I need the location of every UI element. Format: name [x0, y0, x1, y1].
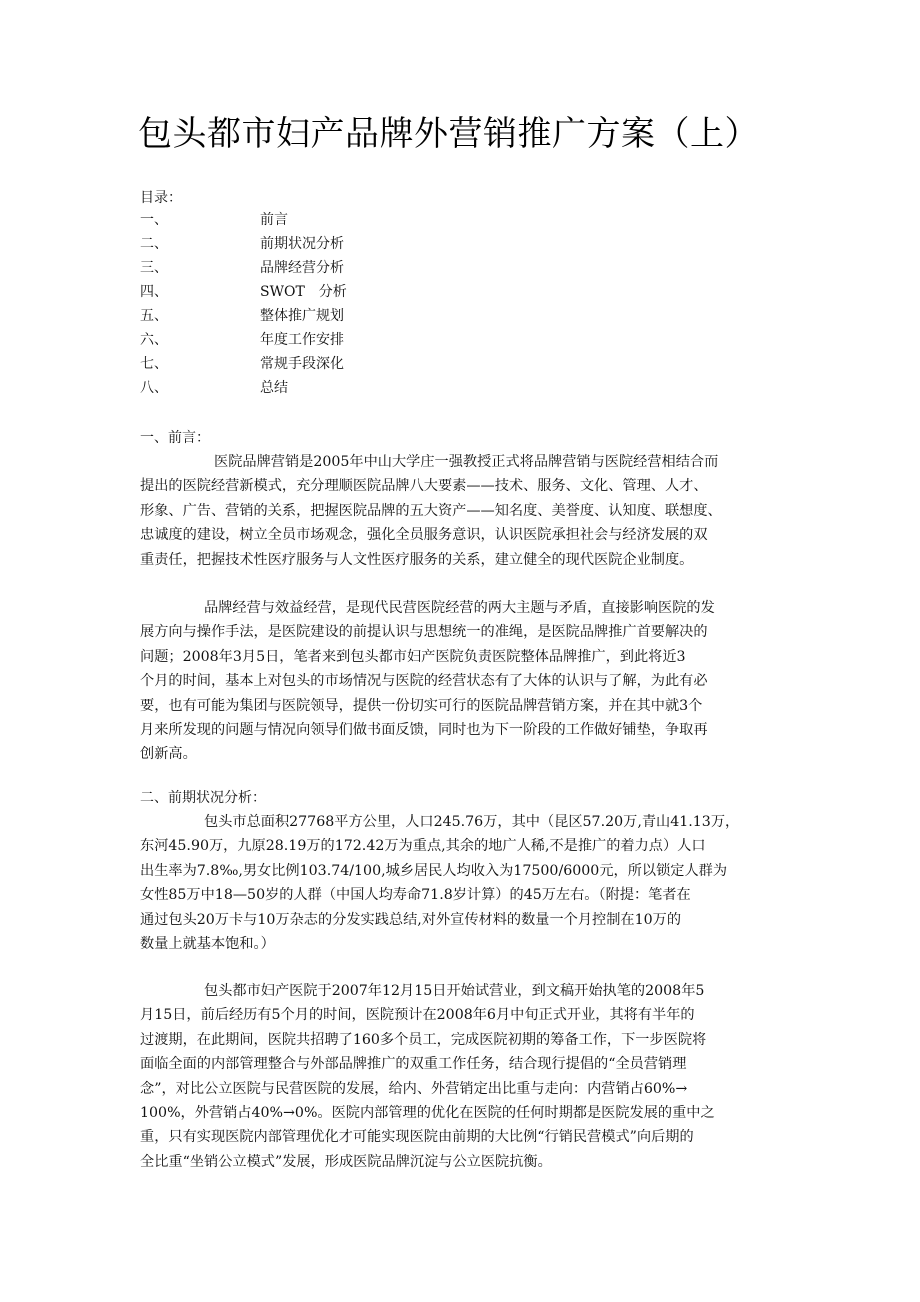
paragraph-line: 医院品牌营销是2005年中山大学庄一强教授正式将品牌营销与医院经营相结合而	[214, 454, 719, 470]
paragraph-line: 女性85万中18—50岁的人群（中国人均寿命71.8岁计算）的45万左右。（附提：笔者在	[140, 887, 691, 904]
paragraph-line: 重责任，把握技术性医疗服务与人文性医疗服务的关系，建立健全的现代医院企业制度。	[140, 551, 694, 568]
toc-item	[140, 306, 540, 330]
section-heading-preliminary-analysis: 二、前期状况分析：	[140, 790, 266, 806]
toc-item-text: 前期状况分析	[260, 236, 344, 252]
paragraph-line: 通过包头20万卡与10万杂志的分发实践总结,对外宣传材料的数量一个月控制在10万的	[140, 911, 682, 928]
paragraph-line: 问题；2008年3月5日，笔者来到包头都市妇产医院负责医院整体品牌推广，到此将近3	[140, 648, 686, 665]
toc-item-number: 一、	[140, 212, 168, 228]
toc-item-number: 二、	[140, 236, 168, 252]
toc-item-number: 七、	[140, 356, 168, 372]
toc-item	[140, 330, 540, 354]
toc-item	[140, 354, 540, 378]
paragraph-line: 100%，外营销占40%→0%。医院内部管理的优化在医院的任何时期都是医院发展的重中之	[140, 1104, 715, 1121]
paragraph-line: 出生率为7.8‰,男女比例103.74/100,城乡居民人均收入为17500/6000元，所以锁定人群为	[140, 862, 728, 879]
toc-item-text: 总结	[260, 380, 288, 396]
toc-item	[140, 282, 540, 306]
paragraph-line: 月来所发现的问题与情况向领导们做书面反馈，同时也为下一阶段的工作做好铺垫，争取再	[140, 721, 708, 738]
paragraph-line: 面临全面的内部管理整合与外部品牌推广的双重工作任务，结合现行提倡的“全员营销理	[140, 1056, 687, 1073]
toc-item	[140, 378, 540, 402]
toc-item-number: 六、	[140, 332, 168, 348]
table-of-contents	[140, 210, 540, 402]
paragraph-line: 个月的时间，基本上对包头的市场情况与医院的经营状态有了大体的认识与了解，为此有必	[140, 673, 708, 690]
toc-label: 目录：	[140, 190, 182, 206]
document-title: 包头都市妇产品牌外营销推广方案（上）	[138, 114, 759, 154]
paragraph-line: 全比重“坐销公立模式”发展，形成医院品牌沉淀与公立医院抗衡。	[140, 1153, 552, 1170]
paragraph-line: 形象、广告、营销的关系，把握医院品牌的五大资产——知名度、美誉度、认知度、联想度、	[140, 502, 722, 519]
toc-item-number: 三、	[140, 260, 168, 276]
paragraph-line: 提出的医院经营新模式，充分理顺医院品牌八大要素——技术、服务、文化、管理、人才、	[140, 478, 708, 495]
paragraph-line: 重，只有实现医院内部管理优化才可能实现医院由前期的大比例“行销民营模式”向后期的	[140, 1129, 694, 1146]
paragraph-line: 包头都市妇产医院于2007年12月15日开始试营业，到文稿开始执笔的2008年5	[204, 983, 705, 999]
paragraph-line: 忠诚度的建设，树立全员市场观念，强化全员服务意识，认识医院承担社会与经济发展的双	[140, 527, 708, 544]
paragraph-line: 东河45.90万，九原28.19万的172.42万为重点,其余的地广人稀,不是推广的着力点）人口	[140, 838, 706, 855]
toc-item-number: 五、	[140, 308, 168, 324]
paragraph	[140, 451, 805, 573]
paragraph-line: 要，也有可能为集团与医院领导，提供一份切实可行的医院品牌营销方案，并在其中就3个	[140, 697, 703, 714]
toc-item-text: 整体推广规划	[260, 308, 344, 324]
toc-item-text: 前言	[260, 212, 288, 228]
paragraph-line: 月15日，前后经历有5个月的时间，医院预计在2008年6月中旬正式开业，其将有半年的	[140, 1007, 695, 1024]
paragraph	[140, 980, 805, 1175]
toc-item-number: 四、	[140, 284, 168, 300]
paragraph-line: 数量上就基本饱和。）	[140, 935, 275, 952]
toc-item	[140, 234, 540, 258]
paragraph-line: 品牌经营与效益经营，是现代民营医院经营的两大主题与矛盾，直接影响医院的发	[204, 600, 715, 616]
paragraph-line: 念”，对比公立医院与民营医院的发展，给内、外营销定出比重与走向：内营销占60%→	[140, 1080, 688, 1097]
toc-item	[140, 258, 540, 282]
toc-item-text: 常规手段深化	[260, 356, 344, 372]
toc-item-text: 年度工作安排	[260, 332, 344, 348]
paragraph-line: 展方向与操作手法，是医院建设的前提认识与思想统一的准绳，是医院品牌推广首要解决的	[140, 624, 708, 641]
toc-item-number: 八、	[140, 380, 168, 396]
paragraph-line: 创新高。	[140, 746, 197, 763]
paragraph-line: 包头市总面积27768平方公里，人口245.76万，其中（昆区57.20万,青山41.13万，	[204, 814, 740, 830]
toc-item-text: 品牌经营分析	[260, 260, 344, 276]
toc-item	[140, 210, 540, 234]
paragraph	[140, 811, 805, 957]
section-heading-preface: 一、前言：	[140, 430, 210, 446]
paragraph	[140, 597, 805, 768]
paragraph-line: 过渡期，在此期间，医院共招聘了160多个员工，完成医院初期的筹备工作，下一步医院将	[140, 1031, 707, 1048]
toc-item-text: SWOT 分析	[260, 284, 347, 300]
